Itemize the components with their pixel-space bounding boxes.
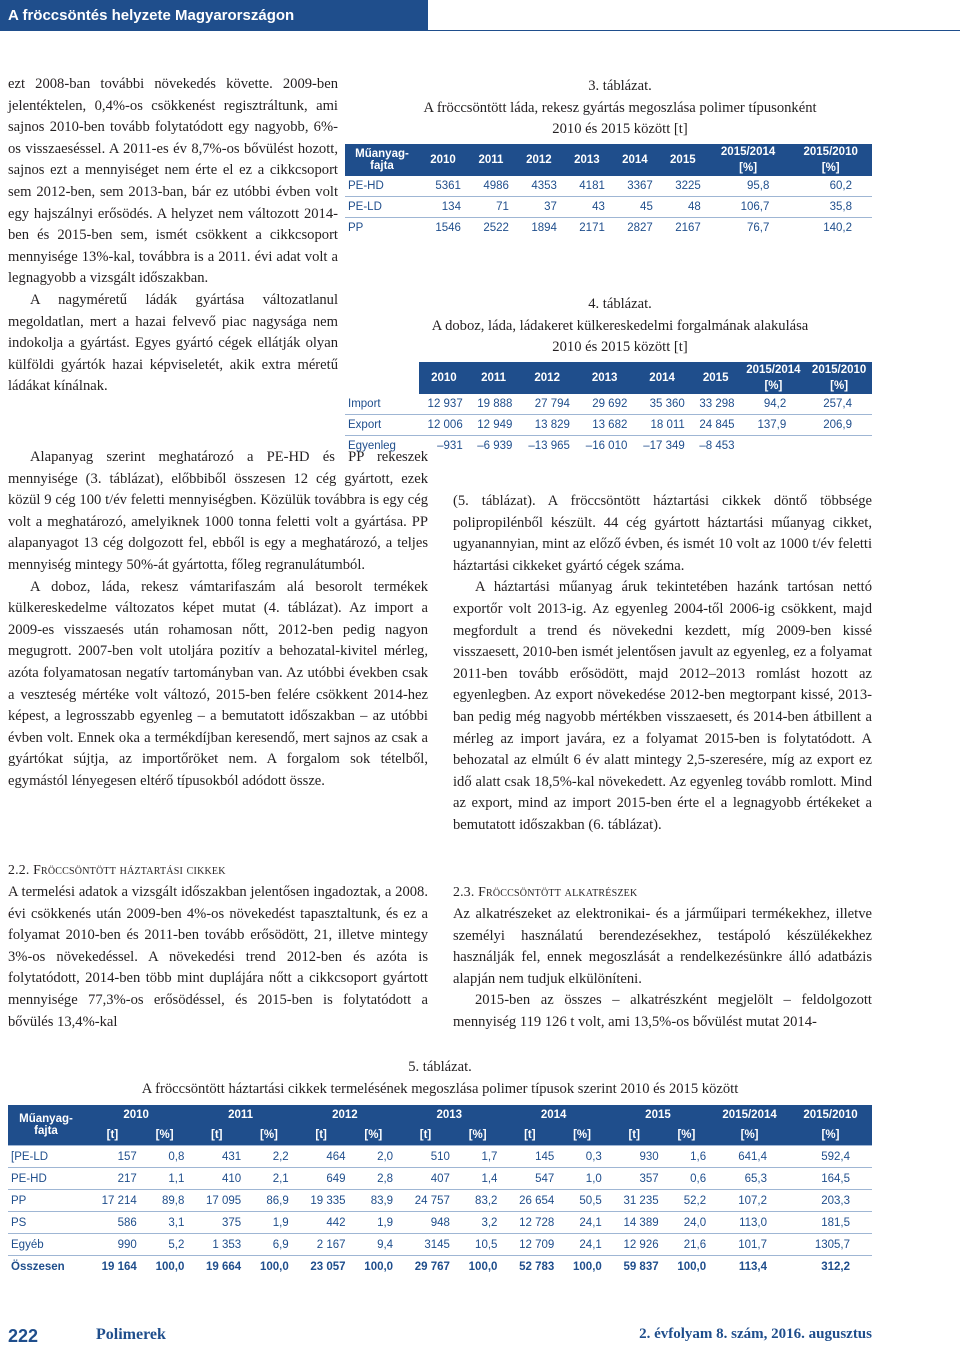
table4-header-row (345, 362, 872, 394)
table4-col-header: 2015/2014 [%] (741, 362, 807, 394)
table5-cell: 181,5 (789, 1212, 872, 1234)
table4-cell: –8 453 (691, 436, 741, 457)
table5-cell: 0,3 (558, 1146, 606, 1168)
table5-cell: 1,4 (454, 1168, 502, 1190)
section-header-title: A fröccsöntés helyzete Magyarországon (8, 7, 295, 24)
table4-cell (806, 436, 872, 457)
table5-ratio-header: 2015/2014 (710, 1105, 789, 1125)
table5-row-label: PP (8, 1190, 84, 1212)
table5-unit-row (8, 1125, 872, 1146)
table5-cell: 10,5 (454, 1234, 502, 1256)
table5-cell: 107,2 (710, 1190, 789, 1212)
table4-cell: 137,9 (741, 415, 807, 436)
table5-cell: 375 (188, 1212, 245, 1234)
table5-cell: 86,9 (245, 1190, 293, 1212)
table5-cell: 3145 (397, 1234, 454, 1256)
paragraph-4: A doboz, láda, rekesz vámtarifaszám alá besorolt termékek külkereskedelme változatos képet mutat (4. táblázat). Az import a 2009-es visszaesés után rohamosan nőtt, 2012-ben pedig nagyon megugrott. 2007-ben volt utoljára pozitív a behozatal-kivitel mérleg, azóta folyamatosan negatív tartományban van. Az utóbbi években csak a veszteség mértéke volt változó, 2015-ben felére csökkent 2014-hez képest, a legrosszabb egyenleg – a bemutatott időszakban – az utóbbi évben volt. Ennek oka a termékdíjban keresendő, mert sajnos az csak a gyártókat sújtja, az importőröket nem. A forgalom sok tételből, egymástól lényegesen eltérő típusokból adódott össze. (8, 578, 428, 789)
table5-cell: 592,4 (789, 1146, 872, 1168)
table5-cell: 65,3 (710, 1168, 789, 1190)
footer-journal: Polimerek (96, 1326, 166, 1343)
table3-col-header: 2015/2010 [%] (789, 144, 872, 176)
table5-cell: 31 235 (606, 1190, 663, 1212)
table5-cell: 24,1 (558, 1212, 606, 1234)
table5-row (8, 1234, 872, 1256)
table3-corner-header: Műanyag- fajta (345, 144, 419, 176)
table4-row (345, 394, 872, 415)
section-2-3-title: 2.3. Fröccsöntött alkatrészek (453, 884, 638, 899)
table5-cell: 12 926 (606, 1234, 663, 1256)
table3-cell: 48 (659, 197, 707, 218)
table4-cell: 19 888 (477, 398, 513, 410)
table4-cell: –13 965 (518, 436, 575, 457)
table4-col-header: 2010 (419, 362, 469, 394)
table5-cell: 217 (84, 1168, 141, 1190)
table3-col-header: 2012 (515, 144, 563, 176)
table4-col-header: 2011 (469, 362, 519, 394)
paragraph-9: 2015-ben az összes – alkatrészként megjelölt – feldolgozott mennyiség 119 126 t volt, ami 13,5%-os bővülést mutat 2014- (453, 992, 872, 1030)
table5-year-header: 2011 (188, 1105, 292, 1125)
table5-cell: 948 (397, 1212, 454, 1234)
table5-unit-header: [%] (558, 1125, 606, 1146)
table5-cell: 24,1 (558, 1234, 606, 1256)
table5-cell: 89,8 (141, 1190, 189, 1212)
table5-cell: 19 335 (293, 1190, 350, 1212)
table3-col-header: 2013 (563, 144, 611, 176)
table4-cell (741, 436, 807, 457)
table5-cell: 9,4 (350, 1234, 398, 1256)
table3-cell: 4986 (483, 180, 509, 192)
table5-unit-header: [t] (188, 1125, 245, 1146)
table5-cell: 52,2 (663, 1190, 711, 1212)
table4-cell: –17 349 (633, 436, 690, 457)
table5-cell: 100,0 (663, 1256, 711, 1278)
left-text-block-3 (8, 882, 428, 1033)
table3-cell: 140,2 (789, 218, 872, 239)
table5-cell: 407 (397, 1168, 454, 1190)
left-text-block-1 (8, 74, 338, 398)
paragraph-1: ezt 2008-ban további növekedés követte. 2009-ben jelentéktelen, 0,4%-os csökkenést regisztráltunk, ami sajnos 2010-ben tovább folytatódott egy nagyobb, 6%-os visszaeséssel. A 2011-es év 8,7%-os bővülést hozott, sajnos ezt a mennyiséget nem érte el ez a cikkcsoport sem 2012-ben, sem 2013-ban, bár ez utóbbi évben volt egy hajszálnyi erősödés. A helyzet nem változott 2014-ben és 2015-ben sem, ismét csökkent a cikkcsoport mennyisége 13%-kal, továbbra is a 2011. évi adat volt a legnagyobb a vizsgált időszakban. (8, 76, 338, 287)
table5-cell: 113,4 (710, 1256, 789, 1278)
table3-cell: 71 (467, 197, 515, 218)
table5-cell: 83,9 (350, 1190, 398, 1212)
paragraph-8: Az alkatrészeket az elektronikai- és a járműipari termékekhez, illetve személyi használatú berendezésekhez, testápoló készülékekhez használják fel, ennek megoszlását a rendelkezésünkre álló adatbázis alapján nem tudjuk elkülöníteni. (453, 906, 872, 987)
section-2-2-title: 2.2. Fröccsöntött háztartási cikkek (8, 862, 226, 877)
table5-cell: 100,0 (350, 1256, 398, 1278)
paragraph-2: A nagyméretű ládák gyártása változatlanul megoldatlan, mert a hazai felvevő piac nagysága nem indokolja a gyártást. Egyes gyártó cégek ellátják olyan külföldi gyártók hazai képviseletét, akik extra méretű ládákat kínálnak. (8, 291, 338, 395)
table3-col-header: 2011 (467, 144, 515, 176)
paragraph-5: A termelési adatok a vizsgált időszakban jelentősen ingadoztak, a 2008. évi csökkenés után 2009-ben 4%-os növekedést tapasztaltunk, és ez a folyamat 2010-ben és 2011-ben tovább erősödött, 21, illetve mintegy 3%-os növekedéssel. A növekedési trend 2012-ben és azóta is folytatódott, 2014-ben több mint duplájára nőtt a cikkcsoport gyártott mennyisége 77,3%-os erősödéssel, és 2015-ben is folytatódott a bővülés 13,4%-kal (8, 884, 428, 1030)
table5-cell: 24 757 (397, 1190, 454, 1212)
table5-row (8, 1212, 872, 1234)
table5-unit-header: [%] (350, 1125, 398, 1146)
table5-row (8, 1168, 872, 1190)
table4-cell: 13 829 (518, 415, 575, 436)
table4-cell: 18 011 (633, 415, 690, 436)
table5-cell: 1 353 (188, 1234, 245, 1256)
table5-cell: 29 767 (397, 1256, 454, 1278)
table5 (8, 1105, 872, 1277)
table4-cell: 33 298 (699, 398, 735, 410)
table5-cell: 21,6 (663, 1234, 711, 1256)
table5-cell: 203,3 (789, 1190, 872, 1212)
table4-row-label: Egyenleg (345, 436, 419, 457)
table5-cell: 157 (84, 1146, 141, 1168)
table5-cell: 6,9 (245, 1234, 293, 1256)
table3 (345, 144, 872, 238)
table5-corner-header: Műanyag- fajta (8, 1105, 84, 1146)
table4-number: 4. táblázat. (588, 296, 652, 312)
table5-cell: 19 164 (84, 1256, 141, 1278)
table5-cell: 990 (84, 1234, 141, 1256)
table5-unit-header: [%] (245, 1125, 293, 1146)
table3-row-label: PE-HD (348, 180, 384, 192)
right-text-block-2 (453, 904, 872, 1034)
table4 (345, 362, 872, 456)
table3-cell: 134 (419, 197, 467, 218)
table3-row (345, 197, 872, 218)
table5-header-row (8, 1105, 872, 1125)
table5-cell: 50,5 (558, 1190, 606, 1212)
table3-cell: 2171 (563, 218, 611, 239)
table5-cell: 1,6 (663, 1146, 711, 1168)
table5-cell: 19 664 (188, 1256, 245, 1278)
table5-cell: 3,2 (454, 1212, 502, 1234)
table5-title: A fröccsöntött háztartási cikkek termelésének megoszlása polimer típusok szerint 2010 és 2015 között (141, 1080, 739, 1097)
table3-cell: 5361 (435, 180, 461, 192)
table5-unit-header: [t] (606, 1125, 663, 1146)
table5-cell: 100,0 (454, 1256, 502, 1278)
table5-cell: 12 728 (501, 1212, 558, 1234)
table5-cell: 410 (188, 1168, 245, 1190)
table4-row-label: Export (345, 415, 419, 436)
table5-cell: 0,6 (663, 1168, 711, 1190)
table5-row (8, 1256, 872, 1278)
table3-cell: 3367 (627, 180, 653, 192)
table5-year-header: 2012 (293, 1105, 397, 1125)
table4-corner-header (345, 362, 419, 394)
table5-cell: 100,0 (141, 1256, 189, 1278)
table4-row (345, 436, 872, 457)
table3-subtitle: 2010 és 2015 között [t] (552, 121, 688, 137)
table3-col-header: 2015 (659, 144, 707, 176)
table4-cell: 12 937 (427, 398, 463, 410)
table5-cell: 510 (397, 1146, 454, 1168)
table5-year-header: 2010 (84, 1105, 188, 1125)
table5-year-header: 2015 (606, 1105, 710, 1125)
table5-cell: 1,9 (245, 1212, 293, 1234)
table5-cell: 3,1 (141, 1212, 189, 1234)
table4-cell: 94,2 (763, 398, 787, 410)
table5-cell: 649 (293, 1168, 350, 1190)
table5-cell: 164,5 (789, 1168, 872, 1190)
table5-year-header: 2013 (397, 1105, 501, 1125)
table3-cell: 95,8 (746, 180, 770, 192)
table3-cell: 4181 (579, 180, 605, 192)
table5-unit-header: [t] (84, 1125, 141, 1146)
table4-col-header: 2014 (633, 362, 690, 394)
table3-col-header: 2015/2014 [%] (707, 144, 790, 176)
table4-cell: 13 682 (576, 415, 633, 436)
table5-unit-header: [t] (397, 1125, 454, 1146)
table5-unit-header: [%] (663, 1125, 711, 1146)
table4-col-header: 2012 (518, 362, 575, 394)
table5-cell: 431 (188, 1146, 245, 1168)
table5-cell: 17 095 (188, 1190, 245, 1212)
table5-unit-header: [t] (501, 1125, 558, 1146)
table3-number: 3. táblázat. (588, 78, 652, 94)
table3-header-row (345, 144, 872, 176)
table5-cell: 1,1 (141, 1168, 189, 1190)
table5-unit-header: [%] (454, 1125, 502, 1146)
table4-cell: 35 360 (649, 398, 685, 410)
table5-cell: 2,8 (350, 1168, 398, 1190)
table3-cell: 60,2 (829, 180, 852, 192)
table3-row-label: PE-LD (345, 197, 419, 218)
table5-cell: 24,0 (663, 1212, 711, 1234)
table4-cell: 24 845 (691, 415, 741, 436)
table4-cell: 29 692 (592, 398, 628, 410)
table5-cell: 586 (84, 1212, 141, 1234)
table3-cell: 1894 (515, 218, 563, 239)
header-rule (428, 30, 960, 31)
table3-title: A fröccsöntött láda, rekesz gyártás megoszlása polimer típusonként (423, 99, 817, 116)
table4-cell: –6 939 (469, 436, 519, 457)
table3-cell: 45 (611, 197, 659, 218)
table5-cell: 17 214 (84, 1190, 141, 1212)
table5-cell: 442 (293, 1212, 350, 1234)
footer-issue: 2. évfolyam 8. szám, 2016. augusztus (639, 1326, 872, 1342)
table5-row-label: [PE-LD (8, 1146, 84, 1168)
paragraph-7: A háztartási műanyag áruk tekintetében hazánk tartósan nettó exportőr volt 2013-ig. Az egyenleg 2004-től 2006-ig csökkent, majd megfordult a trend és növekedni kezdett, míg 2009-ben kissé visszaesett, 2010-ben ismét jelentősen javult az egyenleg, ez a folyamat 2011-ben tovább erősödött, majd 2012–2013 romlást hozott az egyenlegben. Az export növekedése 2012-ben megtorpant kissé, 2013-ban pedig még nagyobb mértékben visszaesett, és 2014-ben átbillent a mérleg az import javára, ez a folyamat 2015-ben is folytatódott. A behozatal az elmúlt 6 év alatt mintegy 2,5-szeresére, míg az export ez idő alatt csak 18,5%-kal növekedett. Az egyenleg tovább romlott. Mind az export, mind az import 2015-ben érte el a legnagyobb értékeket a bemutatott időszakban (6. táblázat). (453, 579, 872, 833)
right-text-block-1 (453, 491, 872, 837)
table3-col-header: 2014 (611, 144, 659, 176)
table5-cell: 2,1 (245, 1168, 293, 1190)
table5-cell: 83,2 (454, 1190, 502, 1212)
table5-cell: 145 (501, 1146, 558, 1168)
table5-cell: 14 389 (606, 1212, 663, 1234)
table5-cell: 100,0 (245, 1256, 293, 1278)
table3-row (345, 218, 872, 239)
table4-row-label: Import (348, 398, 381, 410)
table3-cell: 2522 (467, 218, 515, 239)
table5-cell: 5,2 (141, 1234, 189, 1256)
table5-cell: 100,0 (558, 1256, 606, 1278)
table5-row-label: Egyéb (8, 1234, 84, 1256)
table4-row (345, 415, 872, 436)
table5-cell: 101,7 (710, 1234, 789, 1256)
table3-cell: 1546 (419, 218, 467, 239)
table5-cell: 930 (606, 1146, 663, 1168)
table3-cell: 35,8 (789, 197, 872, 218)
table5-cell: 312,2 (789, 1256, 872, 1278)
table4-title: A doboz, láda, ládakeret külkereskedelmi forgalmának alakulása (431, 317, 809, 334)
table5-cell: 641,4 (710, 1146, 789, 1168)
table5-cell: 1,7 (454, 1146, 502, 1168)
table5-cell: 1305,7 (789, 1234, 872, 1256)
table3-cell: 106,7 (707, 197, 790, 218)
table4-subtitle: 2010 és 2015 között [t] (552, 339, 688, 355)
table5-unit-header: [%] (710, 1125, 789, 1146)
table5-cell: 1,9 (350, 1212, 398, 1234)
table3-cell: 43 (563, 197, 611, 218)
table5-cell: 23 057 (293, 1256, 350, 1278)
table5-row-label: PE-HD (8, 1168, 84, 1190)
table5-year-header: 2014 (501, 1105, 605, 1125)
table4-cell: –16 010 (576, 436, 633, 457)
table3-row-label: PP (345, 218, 419, 239)
table5-caption (8, 1057, 872, 1100)
table5-row-label: PS (8, 1212, 84, 1234)
table5-cell: 26 654 (501, 1190, 558, 1212)
table3-cell: 2827 (611, 218, 659, 239)
table5-cell: 2,2 (245, 1146, 293, 1168)
table4-cell: 257,4 (823, 398, 852, 410)
table5-cell: 357 (606, 1168, 663, 1190)
table5-cell: 113,0 (710, 1212, 789, 1234)
table5-cell: 0,8 (141, 1146, 189, 1168)
table5-cell: 12 709 (501, 1234, 558, 1256)
table4-cell: 27 794 (534, 398, 570, 410)
table3-cell: 3225 (675, 180, 701, 192)
table5-row-label: Összesen (8, 1256, 84, 1278)
paragraph-6: (5. táblázat). A fröccsöntött háztartási cikkek döntő többsége polipropilénből készült. 44 cég gyártott háztartási műanyag cikket, ugyanannyian, mint az előző évben, és ismét 10 volt az 1000 t/év feletti háztartási cikkeket gyártó cégek száma. (453, 493, 872, 574)
table5-unit-header: [%] (789, 1125, 872, 1146)
table4-cell: 12 949 (469, 415, 519, 436)
table3-col-header: 2010 (419, 144, 467, 176)
table5-cell: 2,0 (350, 1146, 398, 1168)
table4-col-header: 2015 (691, 362, 741, 394)
table4-cell: 206,9 (806, 415, 872, 436)
left-text-block-2 (8, 447, 428, 793)
table4-cell: 12 006 (419, 415, 469, 436)
table5-unit-header: [%] (141, 1125, 189, 1146)
table3-cell: 4353 (531, 180, 557, 192)
table3-cell: 37 (515, 197, 563, 218)
paragraph-3: Alapanyag szerint meghatározó a PE-HD és PP rekeszek mennyisége (3. táblázat), előbbiből összesen 12 cég gyártott, ezek közül 9 cég 100 t/év feletti mennyiségben. Közülük továbbra is egy cég volt a meghatározó, amelyiknek 1000 tonna feletti volt a gyártása. PP alapanyagot 13 cég dolgozott fel, ebből is egy a meghatározó, a teljes mennyiség mintegy 50%-át gyártotta, főleg regranulátumból. (8, 449, 428, 573)
table5-cell: 464 (293, 1146, 350, 1168)
table3-row (345, 176, 872, 197)
table5-cell: 2 167 (293, 1234, 350, 1256)
section-header (0, 0, 428, 31)
table5-unit-header: [t] (293, 1125, 350, 1146)
table4-col-header: 2013 (576, 362, 633, 394)
table5-cell: 547 (501, 1168, 558, 1190)
table4-cell: –931 (419, 436, 469, 457)
table5-row (8, 1146, 872, 1168)
table4-caption (345, 294, 895, 359)
table5-number: 5. táblázat. (408, 1059, 472, 1075)
table5-cell: 1,0 (558, 1168, 606, 1190)
table4-col-header: 2015/2010 [%] (806, 362, 872, 394)
table3-caption (345, 76, 895, 141)
table3-cell: 2167 (659, 218, 707, 239)
table5-cell: 59 837 (606, 1256, 663, 1278)
table3-cell: 76,7 (707, 218, 790, 239)
table5-ratio-header: 2015/2010 (789, 1105, 872, 1125)
table5-cell: 52 783 (501, 1256, 558, 1278)
footer-page-number: 222 (8, 1326, 39, 1346)
table5-row (8, 1190, 872, 1212)
